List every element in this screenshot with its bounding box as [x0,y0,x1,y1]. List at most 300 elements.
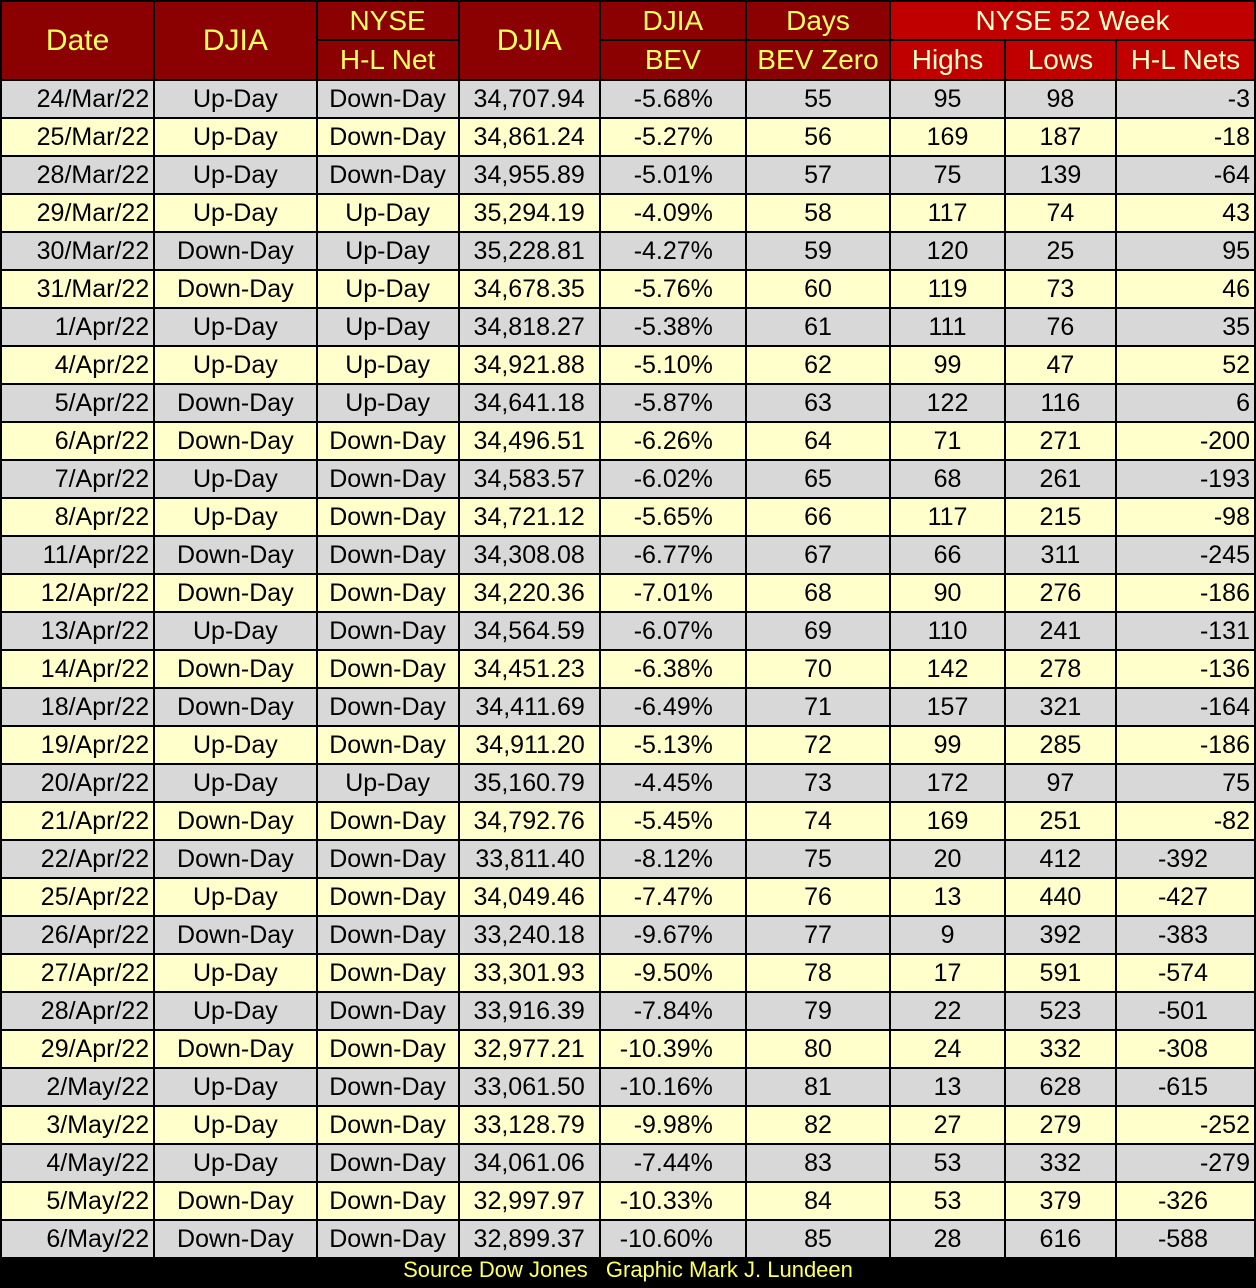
cell-djia-bev: -7.44% [601,1145,745,1181]
table-row [2,309,1254,345]
cell-highs: 90 [891,575,1004,611]
cell-djia-close: 32,977.21 [460,1031,599,1067]
cell-lows: 412 [1006,841,1115,877]
table-row [2,195,1254,231]
cell-djia-bev: -6.38% [601,651,745,687]
cell-lows: 616 [1006,1221,1115,1257]
cell-lows: 97 [1006,765,1115,801]
table-row [2,1031,1254,1067]
cell-nyse-direction: Up-Day [318,309,458,345]
cell-hl-nets: -18 [1117,119,1254,155]
cell-highs: 68 [891,461,1004,497]
header-djia-close: DJIA [460,2,599,79]
table-row [2,537,1254,573]
cell-hl-nets: -193 [1117,461,1254,497]
table-row [2,1221,1254,1257]
cell-highs: 119 [891,271,1004,307]
cell-date: 8/Apr/22 [2,499,153,535]
cell-highs: 99 [891,727,1004,763]
cell-djia-close: 34,496.51 [460,423,599,459]
cell-hl-nets: -200 [1117,423,1254,459]
cell-lows: 271 [1006,423,1115,459]
cell-date: 24/Mar/22 [2,81,153,117]
table-body [2,81,1254,1257]
cell-hl-nets: 75 [1117,765,1254,801]
cell-djia-bev: -4.27% [601,233,745,269]
cell-nyse-direction: Down-Day [318,537,458,573]
cell-djia-direction: Up-Day [155,347,315,383]
cell-date: 18/Apr/22 [2,689,153,725]
cell-nyse-direction: Down-Day [318,423,458,459]
cell-days-bev-zero: 75 [747,841,889,877]
cell-days-bev-zero: 80 [747,1031,889,1067]
cell-date: 6/Apr/22 [2,423,153,459]
cell-nyse-direction: Down-Day [318,803,458,839]
cell-djia-close: 34,721.12 [460,499,599,535]
cell-date: 4/May/22 [2,1145,153,1181]
cell-lows: 241 [1006,613,1115,649]
cell-hl-nets: -131 [1117,613,1254,649]
cell-djia-close: 33,061.50 [460,1069,599,1105]
cell-date: 26/Apr/22 [2,917,153,953]
header-days-bottom: BEV Zero [747,41,889,79]
cell-hl-nets: -326 [1117,1183,1254,1219]
header-hl-nets: H-L Nets [1117,41,1254,79]
cell-highs: 66 [891,537,1004,573]
cell-hl-nets: -392 [1117,841,1254,877]
cell-djia-direction: Up-Day [155,309,315,345]
cell-djia-direction: Down-Day [155,423,315,459]
cell-djia-close: 34,921.88 [460,347,599,383]
cell-djia-close: 34,061.06 [460,1145,599,1181]
cell-lows: 74 [1006,195,1115,231]
cell-djia-close: 34,955.89 [460,157,599,193]
cell-djia-direction: Up-Day [155,81,315,117]
cell-lows: 628 [1006,1069,1115,1105]
cell-nyse-direction: Up-Day [318,195,458,231]
cell-djia-bev: -10.60% [601,1221,745,1257]
cell-djia-direction: Down-Day [155,917,315,953]
cell-highs: 53 [891,1183,1004,1219]
cell-djia-bev: -9.67% [601,917,745,953]
cell-djia-bev: -5.27% [601,119,745,155]
cell-days-bev-zero: 73 [747,765,889,801]
cell-hl-nets: -82 [1117,803,1254,839]
cell-days-bev-zero: 70 [747,651,889,687]
table-row [2,1069,1254,1105]
cell-djia-direction: Up-Day [155,765,315,801]
cell-highs: 13 [891,1069,1004,1105]
cell-lows: 440 [1006,879,1115,915]
cell-date: 28/Mar/22 [2,157,153,193]
cell-djia-close: 34,911.20 [460,727,599,763]
cell-lows: 379 [1006,1183,1115,1219]
cell-nyse-direction: Down-Day [318,955,458,991]
cell-djia-bev: -8.12% [601,841,745,877]
table-row [2,385,1254,421]
table-row [2,651,1254,687]
cell-days-bev-zero: 57 [747,157,889,193]
cell-djia-close: 33,916.39 [460,993,599,1029]
cell-date: 28/Apr/22 [2,993,153,1029]
cell-highs: 169 [891,119,1004,155]
cell-hl-nets: -383 [1117,917,1254,953]
cell-date: 13/Apr/22 [2,613,153,649]
cell-lows: 591 [1006,955,1115,991]
header-djia-direction: DJIA [155,2,315,79]
cell-hl-nets: -64 [1117,157,1254,193]
cell-lows: 285 [1006,727,1115,763]
cell-djia-close: 34,707.94 [460,81,599,117]
cell-days-bev-zero: 64 [747,423,889,459]
cell-djia-close: 32,997.97 [460,1183,599,1219]
cell-highs: 122 [891,385,1004,421]
cell-hl-nets: -252 [1117,1107,1254,1143]
cell-djia-bev: -7.84% [601,993,745,1029]
cell-djia-direction: Up-Day [155,879,315,915]
cell-lows: 25 [1006,233,1115,269]
cell-djia-direction: Down-Day [155,537,315,573]
cell-days-bev-zero: 84 [747,1183,889,1219]
cell-date: 5/May/22 [2,1183,153,1219]
cell-djia-close: 34,451.23 [460,651,599,687]
cell-hl-nets: 43 [1117,195,1254,231]
table-row [2,613,1254,649]
cell-djia-bev: -10.33% [601,1183,745,1219]
table-row [2,727,1254,763]
cell-days-bev-zero: 68 [747,575,889,611]
table-row [2,119,1254,155]
header-nyse-bottom: H-L Net [318,41,458,79]
header-nyse-top: NYSE [318,2,458,39]
cell-days-bev-zero: 60 [747,271,889,307]
cell-days-bev-zero: 63 [747,385,889,421]
cell-djia-bev: -9.98% [601,1107,745,1143]
cell-days-bev-zero: 71 [747,689,889,725]
table-row [2,347,1254,383]
cell-hl-nets: -588 [1117,1221,1254,1257]
cell-nyse-direction: Up-Day [318,385,458,421]
table-header [2,2,1254,79]
cell-date: 22/Apr/22 [2,841,153,877]
cell-djia-bev: -9.50% [601,955,745,991]
cell-djia-close: 34,049.46 [460,879,599,915]
cell-days-bev-zero: 78 [747,955,889,991]
cell-hl-nets: -501 [1117,993,1254,1029]
cell-djia-direction: Up-Day [155,1107,315,1143]
cell-days-bev-zero: 58 [747,195,889,231]
cell-djia-direction: Up-Day [155,157,315,193]
cell-djia-bev: -6.77% [601,537,745,573]
cell-nyse-direction: Down-Day [318,1183,458,1219]
cell-lows: 523 [1006,993,1115,1029]
cell-hl-nets: -308 [1117,1031,1254,1067]
cell-highs: 71 [891,423,1004,459]
cell-lows: 47 [1006,347,1115,383]
cell-nyse-direction: Down-Day [318,917,458,953]
cell-highs: 75 [891,157,1004,193]
cell-hl-nets: 35 [1117,309,1254,345]
table-row [2,765,1254,801]
cell-djia-bev: -10.16% [601,1069,745,1105]
cell-djia-bev: -7.47% [601,879,745,915]
cell-djia-close: 33,811.40 [460,841,599,877]
cell-djia-direction: Up-Day [155,195,315,231]
cell-djia-close: 32,899.37 [460,1221,599,1257]
cell-djia-close: 34,861.24 [460,119,599,155]
cell-djia-direction: Up-Day [155,993,315,1029]
cell-lows: 278 [1006,651,1115,687]
cell-days-bev-zero: 67 [747,537,889,573]
cell-highs: 120 [891,233,1004,269]
table-row [2,81,1254,117]
cell-highs: 157 [891,689,1004,725]
table-row [2,233,1254,269]
cell-djia-direction: Down-Day [155,271,315,307]
cell-djia-direction: Down-Day [155,1031,315,1067]
cell-djia-close: 34,678.35 [460,271,599,307]
cell-djia-close: 35,228.81 [460,233,599,269]
cell-date: 27/Apr/22 [2,955,153,991]
cell-days-bev-zero: 66 [747,499,889,535]
header-lows: Lows [1006,41,1115,79]
cell-djia-direction: Down-Day [155,651,315,687]
cell-highs: 28 [891,1221,1004,1257]
cell-highs: 22 [891,993,1004,1029]
cell-hl-nets: -136 [1117,651,1254,687]
cell-djia-close: 34,308.08 [460,537,599,573]
cell-djia-close: 34,641.18 [460,385,599,421]
cell-lows: 139 [1006,157,1115,193]
cell-highs: 110 [891,613,1004,649]
cell-djia-direction: Down-Day [155,841,315,877]
cell-highs: 169 [891,803,1004,839]
cell-djia-direction: Down-Day [155,233,315,269]
footer-graphic: Graphic Mark J. Lundeen [605,1257,853,1282]
cell-highs: 111 [891,309,1004,345]
cell-djia-direction: Down-Day [155,1183,315,1219]
cell-lows: 311 [1006,537,1115,573]
cell-days-bev-zero: 77 [747,917,889,953]
cell-djia-direction: Down-Day [155,803,315,839]
cell-nyse-direction: Down-Day [318,1221,458,1257]
cell-hl-nets: -279 [1117,1145,1254,1181]
cell-hl-nets: -427 [1117,879,1254,915]
cell-hl-nets: 95 [1117,233,1254,269]
cell-djia-bev: -4.09% [601,195,745,231]
table-row [2,499,1254,535]
table-row [2,1107,1254,1143]
cell-highs: 53 [891,1145,1004,1181]
cell-nyse-direction: Down-Day [318,1145,458,1181]
cell-lows: 251 [1006,803,1115,839]
cell-lows: 332 [1006,1145,1115,1181]
cell-djia-direction: Down-Day [155,689,315,725]
cell-date: 19/Apr/22 [2,727,153,763]
cell-djia-direction: Up-Day [155,1069,315,1105]
cell-nyse-direction: Down-Day [318,499,458,535]
cell-date: 21/Apr/22 [2,803,153,839]
cell-date: 5/Apr/22 [2,385,153,421]
cell-date: 20/Apr/22 [2,765,153,801]
cell-djia-direction: Down-Day [155,1221,315,1257]
table-row [2,1145,1254,1181]
cell-days-bev-zero: 81 [747,1069,889,1105]
table-row [2,157,1254,193]
cell-nyse-direction: Down-Day [318,1069,458,1105]
cell-djia-close: 35,160.79 [460,765,599,801]
cell-hl-nets: 6 [1117,385,1254,421]
header-nyse-52-week: NYSE 52 Week [891,2,1254,39]
cell-date: 29/Mar/22 [2,195,153,231]
table-row [2,879,1254,915]
cell-djia-direction: Up-Day [155,613,315,649]
cell-djia-bev: -5.65% [601,499,745,535]
cell-lows: 73 [1006,271,1115,307]
cell-djia-bev: -5.45% [601,803,745,839]
header-highs: Highs [891,41,1004,79]
cell-lows: 279 [1006,1107,1115,1143]
cell-nyse-direction: Down-Day [318,157,458,193]
header-bev-bottom: BEV [601,41,745,79]
table-row [2,917,1254,953]
cell-days-bev-zero: 76 [747,879,889,915]
cell-highs: 172 [891,765,1004,801]
table-row [2,689,1254,725]
cell-djia-direction: Up-Day [155,119,315,155]
cell-djia-close: 34,792.76 [460,803,599,839]
cell-highs: 117 [891,195,1004,231]
footer-source: Source Dow Jones [403,1257,588,1282]
cell-hl-nets: -245 [1117,537,1254,573]
cell-djia-bev: -5.38% [601,309,745,345]
cell-djia-direction: Up-Day [155,1145,315,1181]
cell-highs: 9 [891,917,1004,953]
cell-date: 7/Apr/22 [2,461,153,497]
cell-djia-bev: -5.87% [601,385,745,421]
cell-djia-direction: Up-Day [155,727,315,763]
cell-days-bev-zero: 56 [747,119,889,155]
cell-hl-nets: -164 [1117,689,1254,725]
cell-highs: 99 [891,347,1004,383]
cell-date: 25/Apr/22 [2,879,153,915]
cell-djia-bev: -6.02% [601,461,745,497]
cell-lows: 276 [1006,575,1115,611]
cell-djia-bev: -5.10% [601,347,745,383]
cell-highs: 117 [891,499,1004,535]
table-row [2,955,1254,991]
cell-djia-close: 34,564.59 [460,613,599,649]
cell-djia-direction: Down-Day [155,385,315,421]
cell-hl-nets: -3 [1117,81,1254,117]
cell-days-bev-zero: 55 [747,81,889,117]
cell-highs: 17 [891,955,1004,991]
cell-nyse-direction: Down-Day [318,119,458,155]
table-row [2,271,1254,307]
table-row [2,461,1254,497]
cell-djia-close: 33,301.93 [460,955,599,991]
cell-hl-nets: -615 [1117,1069,1254,1105]
cell-lows: 116 [1006,385,1115,421]
cell-djia-close: 34,818.27 [460,309,599,345]
header-date: Date [2,2,153,79]
cell-djia-bev: -10.39% [601,1031,745,1067]
cell-hl-nets: -186 [1117,727,1254,763]
cell-date: 4/Apr/22 [2,347,153,383]
cell-nyse-direction: Down-Day [318,1031,458,1067]
cell-highs: 24 [891,1031,1004,1067]
cell-nyse-direction: Down-Day [318,841,458,877]
cell-highs: 142 [891,651,1004,687]
cell-lows: 261 [1006,461,1115,497]
cell-lows: 215 [1006,499,1115,535]
cell-date: 12/Apr/22 [2,575,153,611]
cell-djia-close: 34,583.57 [460,461,599,497]
cell-date: 6/May/22 [2,1221,153,1257]
cell-djia-close: 33,128.79 [460,1107,599,1143]
cell-djia-bev: -7.01% [601,575,745,611]
cell-days-bev-zero: 62 [747,347,889,383]
cell-nyse-direction: Up-Day [318,765,458,801]
cell-lows: 98 [1006,81,1115,117]
cell-djia-close: 34,220.36 [460,575,599,611]
cell-date: 1/Apr/22 [2,309,153,345]
cell-nyse-direction: Down-Day [318,727,458,763]
cell-djia-bev: -5.68% [601,81,745,117]
table-row [2,841,1254,877]
cell-days-bev-zero: 59 [747,233,889,269]
cell-lows: 76 [1006,309,1115,345]
table-row [2,423,1254,459]
cell-hl-nets: 46 [1117,271,1254,307]
cell-date: 3/May/22 [2,1107,153,1143]
cell-nyse-direction: Up-Day [318,233,458,269]
cell-nyse-direction: Down-Day [318,993,458,1029]
header-days-top: Days [747,2,889,39]
cell-hl-nets: -186 [1117,575,1254,611]
cell-lows: 392 [1006,917,1115,953]
cell-djia-direction: Up-Day [155,955,315,991]
cell-nyse-direction: Up-Day [318,347,458,383]
cell-lows: 321 [1006,689,1115,725]
cell-djia-bev: -5.13% [601,727,745,763]
cell-date: 29/Apr/22 [2,1031,153,1067]
cell-highs: 95 [891,81,1004,117]
cell-days-bev-zero: 74 [747,803,889,839]
cell-days-bev-zero: 85 [747,1221,889,1257]
cell-nyse-direction: Down-Day [318,81,458,117]
cell-hl-nets: -98 [1117,499,1254,535]
table-row [2,803,1254,839]
cell-date: 11/Apr/22 [2,537,153,573]
cell-djia-direction: Up-Day [155,499,315,535]
header-bev-top: DJIA [601,2,745,39]
cell-days-bev-zero: 61 [747,309,889,345]
cell-days-bev-zero: 72 [747,727,889,763]
cell-djia-bev: -6.07% [601,613,745,649]
cell-date: 30/Mar/22 [2,233,153,269]
table-row [2,575,1254,611]
cell-lows: 187 [1006,119,1115,155]
cell-djia-bev: -5.01% [601,157,745,193]
footer-credits [0,1256,1256,1284]
cell-djia-bev: -4.45% [601,765,745,801]
cell-djia-direction: Down-Day [155,575,315,611]
cell-hl-nets: 52 [1117,347,1254,383]
cell-djia-direction: Up-Day [155,461,315,497]
cell-highs: 13 [891,879,1004,915]
cell-djia-close: 33,240.18 [460,917,599,953]
